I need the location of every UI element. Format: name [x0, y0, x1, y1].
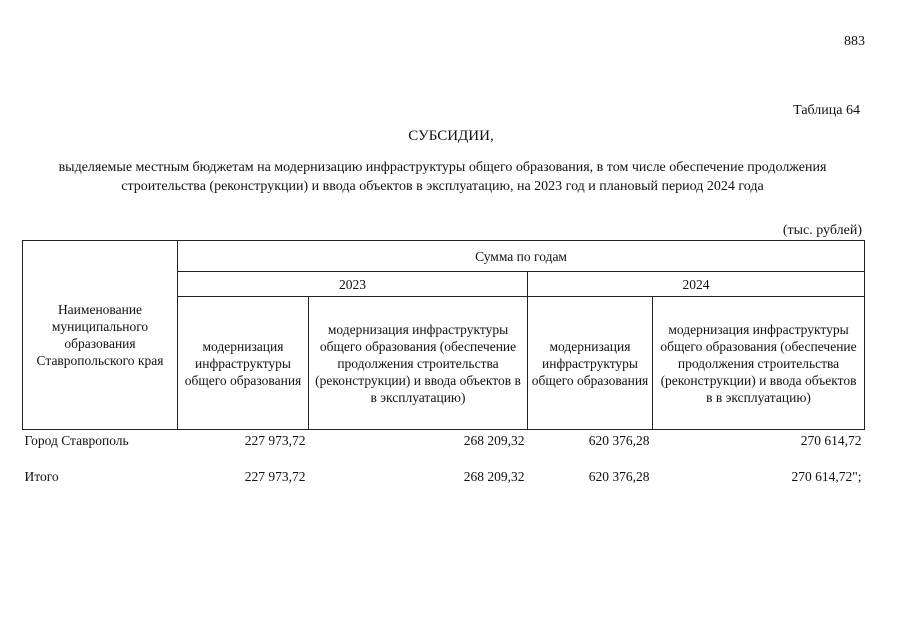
- table-label: Таблица 64: [793, 103, 860, 118]
- document-title: СУБСИДИИ,: [408, 128, 494, 144]
- page-number: 883: [844, 34, 865, 49]
- header-municipality: Наименование муниципального образования Ставропольского края: [23, 241, 178, 430]
- row-name: Итого: [24, 469, 59, 484]
- table-row-total: [23, 468, 865, 488]
- row-value-2023-construction: 268 209,32: [463, 469, 525, 484]
- header-2023-construction: модернизация инфраструктуры общего образования (обеспечение продолжения строительства (реконструкции) и ввода объектов в в эксплуатацию): [309, 297, 528, 430]
- header-2023-modernization: модернизация инфраструктуры общего образования: [178, 297, 309, 430]
- header-sum-by-years: Сумма по годам: [178, 241, 865, 272]
- row-value-2023-modernization: 227 973,72: [244, 469, 306, 484]
- subtitle-line-2: строительства (реконструкции) и ввода объектов в эксплуатацию, на 2023 год и плановый период 2024 года: [121, 179, 764, 194]
- header-year-2024: 2024: [528, 272, 865, 297]
- subtitle-line-1: выделяемые местным бюджетам на модернизацию инфраструктуры общего образования, в том числе обеспечение продолжения: [58, 160, 827, 175]
- row-name: Город Ставрополь: [24, 433, 129, 448]
- header-year-2023: 2023: [178, 272, 528, 297]
- row-value-2024-construction: 270 614,72: [800, 433, 862, 448]
- row-value-2024-construction: 270 614,72";: [791, 469, 862, 484]
- table-row: [23, 430, 865, 469]
- document-subtitle: [20, 158, 865, 196]
- row-value-2023-modernization: 227 973,72: [244, 433, 306, 448]
- subsidy-table: [22, 240, 865, 488]
- row-value-2024-modernization: 620 376,28: [588, 433, 650, 448]
- unit-note: (тыс. рублей): [782, 223, 862, 238]
- row-value-2023-construction: 268 209,32: [463, 433, 525, 448]
- header-2024-modernization: модернизация инфраструктуры общего образования: [528, 297, 653, 430]
- header-2024-construction: модернизация инфраструктуры общего образования (обеспечение продолжения строительства (реконструкции) и ввода объектов в в эксплуатацию): [653, 297, 865, 430]
- row-value-2024-modernization: 620 376,28: [588, 469, 650, 484]
